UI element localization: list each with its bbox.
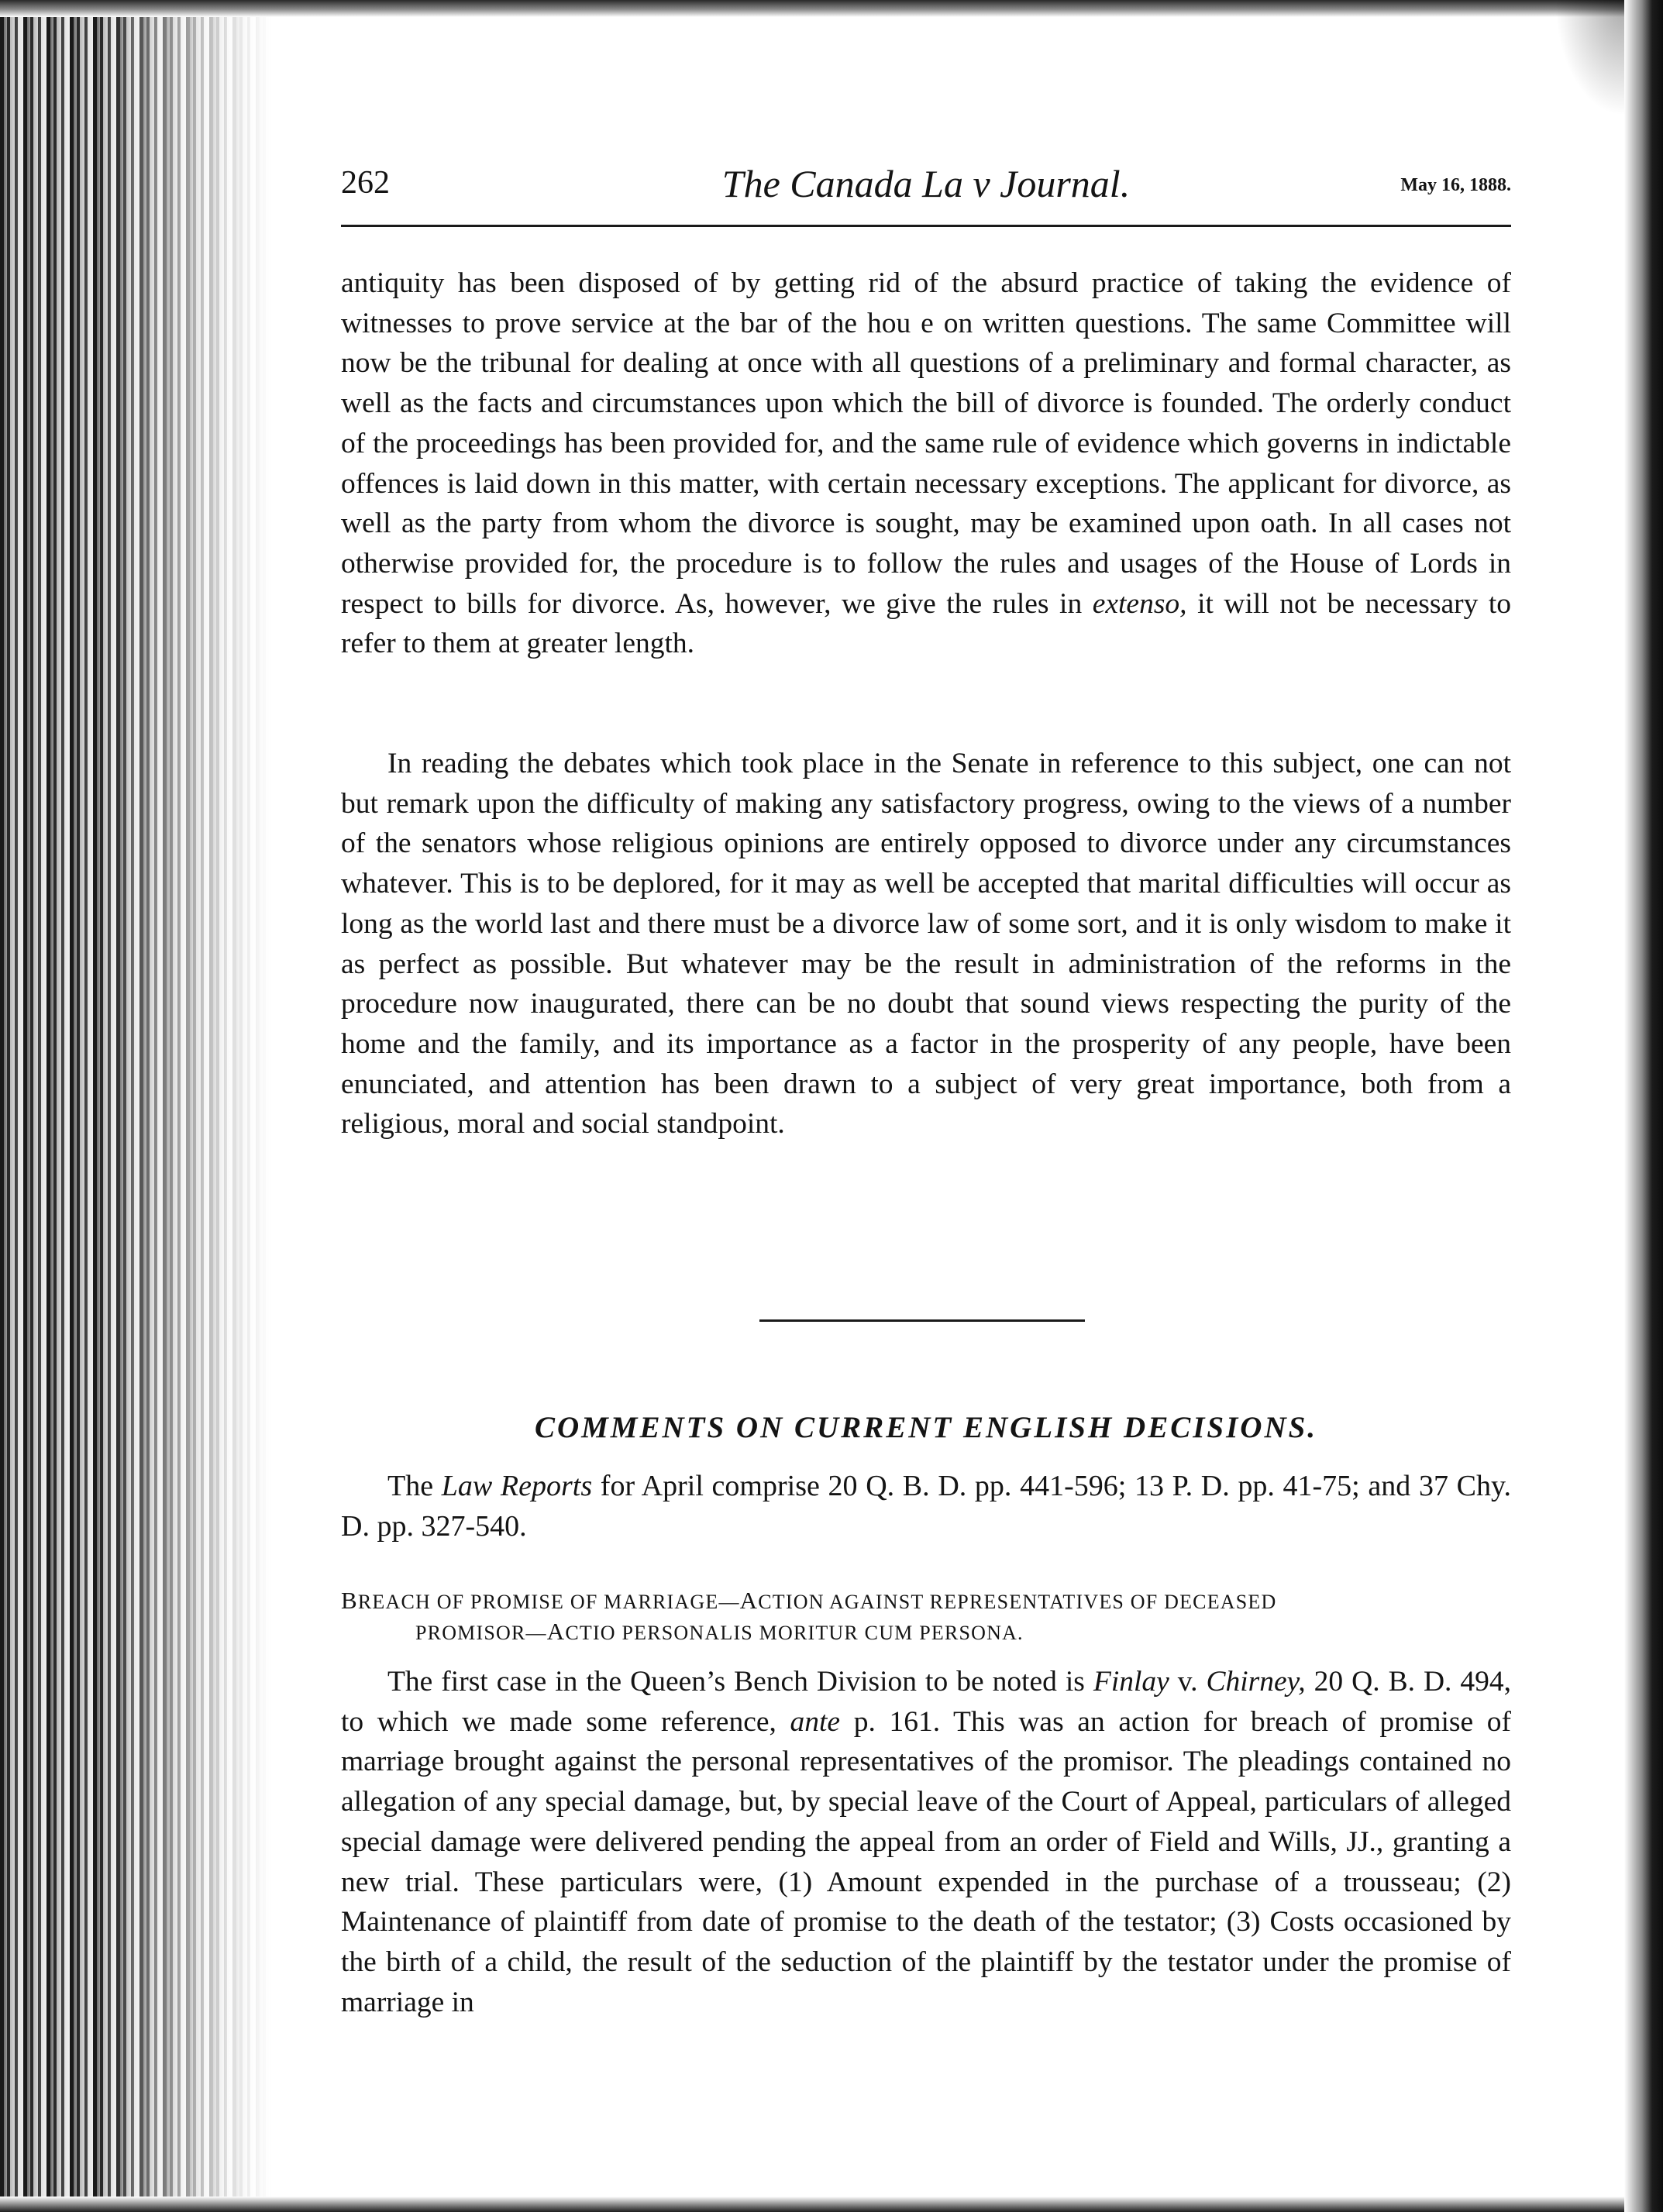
italic-ante: ante bbox=[790, 1705, 841, 1738]
continuation-paragraph bbox=[341, 263, 1511, 664]
binding-shadow bbox=[0, 0, 271, 2212]
case-name-chirney: Chirney, bbox=[1206, 1666, 1306, 1698]
intro-start: The bbox=[387, 1470, 434, 1502]
case-heading-line-2: PROMISOR—ACTIO PERSONALIS MORITUR CUM PERSONA. bbox=[415, 1618, 1024, 1645]
intro-rest: for April comprise 20 Q. B. D. pp. 441-596; 13 P. D. pp. 41-75; and 37 Chy. D. pp. 327-540. bbox=[341, 1470, 1511, 1543]
bottom-page-edge bbox=[0, 2197, 1663, 2212]
finlay-case-paragraph bbox=[341, 1662, 1511, 2022]
law-reports-intro bbox=[341, 1466, 1511, 1546]
case-para-mid: 20 Q. B. D. 494, to which we made some reference, bbox=[341, 1666, 1512, 1738]
issue-date: May 16, 1888. bbox=[1400, 175, 1511, 195]
case-name-finlay: Finlay bbox=[1093, 1666, 1169, 1698]
running-head bbox=[341, 164, 1511, 211]
section-heading: COMMENTS ON CURRENT ENGLISH DECISIONS. bbox=[534, 1411, 1318, 1444]
case-heading bbox=[341, 1586, 1511, 1648]
corner-speckle bbox=[1555, 0, 1624, 116]
continuation-end: it will not be necessary to refer to them at greater length. bbox=[341, 587, 1512, 660]
section-divider bbox=[759, 1319, 1085, 1322]
case-heading-line-1: BREACH OF PROMISE OF MARRIAGE—ACTION AGAINST REPRESENTATIVES OF DECEASED bbox=[341, 1587, 1277, 1614]
page-number: 262 bbox=[341, 165, 390, 201]
senate-debates-paragraph: In reading the debates which took place in the Senate in reference to this subject, one can not but remark upon the difficulty of making any satisfactory progress, owing to the views of a number of the senators whose religious opinions are entirely opposed to divorce under any circumstances whatever. This is to be deplored, for it may as well be accepted that marital difficulties will occur as long as the world last and there must be a divorce law of some sort, and it is only wisdom to make it as perfect as possible. But whatever may be the result in administration of the reforms in the procedure now inaugurated, there can be no doubt that sound views respecting the purity of the home and the family, and its importance as a factor in the prosperity of any people, have been enunciated, and attention has been drawn to a subject of very great importance, both from a religious, moral and social standpoint. bbox=[341, 748, 1511, 1140]
case-para-start: The first case in the Queen’s Bench Division to be noted is bbox=[387, 1666, 1085, 1698]
italic-extenso: extenso, bbox=[1092, 587, 1187, 620]
case-versus: v. bbox=[1177, 1666, 1198, 1698]
top-page-edge bbox=[0, 0, 1663, 17]
header-rule bbox=[341, 225, 1511, 227]
journal-title: The Canada La v Journal. bbox=[721, 162, 1131, 205]
continuation-text: antiquity has been disposed of by getting rid of the absurd practice of taking the evidence of witnesses to prove service at the bar of the hou e on written questions. The same Committee will now be the tribunal for dealing at once with all questions of a preliminary and formal character, as well as the facts and circumstances upon which the bill of divorce is founded. The orderly conduct of the proceedings has been provided for, and the same rule of evidence which governs in indictable offences is laid down in this matter, with certain necessary exceptions. The applicant for divorce, as well as the party from whom the divorce is sought, may be examined upon oath. In all cases not otherwise provided for, the procedure is to follow the rules and usages of the House of Lords in respect to bills for divorce. As, however, we give the rules in bbox=[341, 267, 1511, 620]
case-para-rest: p. 161. This was an action for breach of promise of marriage brought against the personal representatives of the promisor. The pleadings contained no allegation of any special damage, but, by special leave of the Court of Appeal, particulars of alleged special damage were delivered pending the appeal from an order of Field and Wills, JJ., granting a new trial. These particulars were, (1) Amount expended in the purchase of a trousseau; (2) Maintenance of plaintiff from date of promise to the death of the testator; (3) Costs occasioned by the birth of a child, the result of the seduction of the plaintiff by the testator under the promise of marriage in bbox=[341, 1705, 1512, 2018]
law-reports-title: Law Reports bbox=[441, 1470, 593, 1502]
right-page-edge bbox=[1624, 0, 1663, 2212]
